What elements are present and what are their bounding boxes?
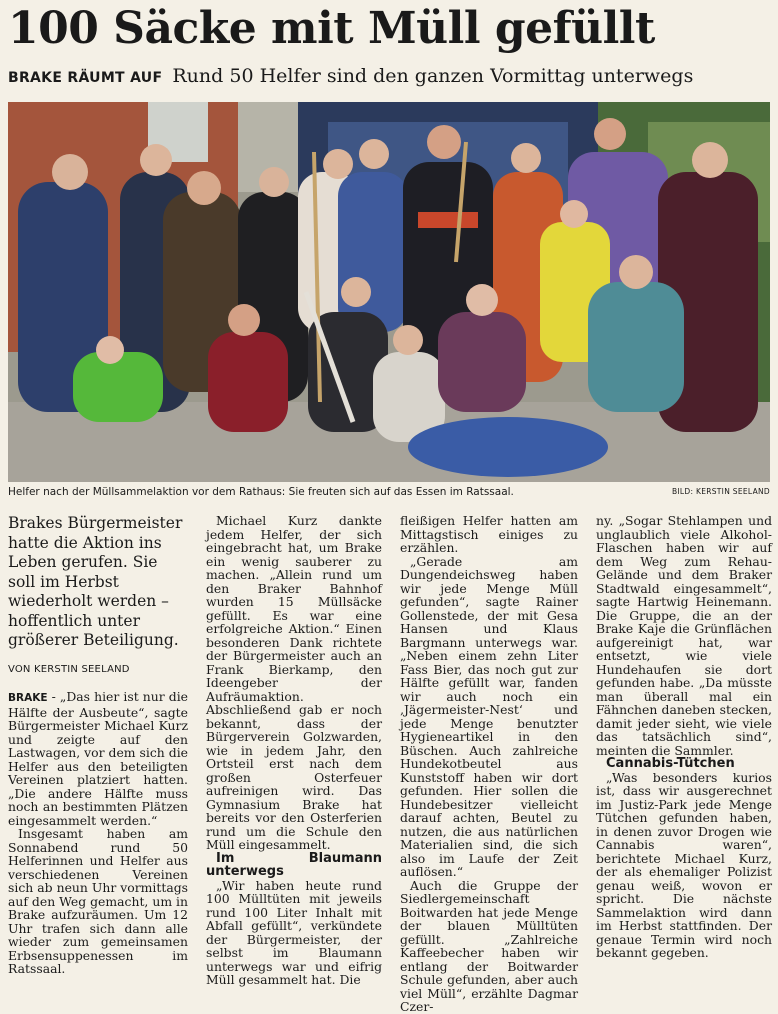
kicker: BRAKE RÄUMT AUF (8, 70, 163, 86)
paragraph: „Wir haben heute rund 100 Mülltüten mit jeweils rund 100 Liter Inhalt mit Abfall gefüllt“, verkündete der Bürgermeister, der selbst im Blaumann unterwegs war und eifrig Müll gesammelt hat. Die (206, 877, 382, 987)
headline: 100 Säcke mit Müll gefüllt (8, 3, 655, 54)
group-photo (8, 102, 770, 482)
paragraph (8, 690, 188, 827)
article-lead: Brakes Bürgermeister hatte die Aktion ins Leben gerufen. Sie soll im Herbst wiederholt werden – hoffentlich unter größerer Beteiligung. (8, 514, 183, 649)
paragraph: fleißigen Helfer hatten am Mittagstisch einiges zu erzählen. (400, 513, 578, 555)
paragraph: „Gerade am Dungendeichsweg haben wir jede Menge Müll gefunden“, sagte Rainer Gollenstede, der mit Gesa Hansen und Klaus Bargmann unterwegs war. „Neben einem zehn Liter Fass Bier, das noch gut zur Hälfte gefüllt war, fanden wir auch noch ein ‚Jägermeister-Nest‘ und jede Menge benutzter Hygieneartikel in den Büschen. Auch zahlreiche Hundekotbeutel aus Kunststoff haben wir dort gefunden. Hier sollen die Hundebesitzer vielleicht darauf achten, Beutel zu nutzen, die aus natürlichen Materialien sind, die sich also im Laufe der Zeit auflösen.“ (400, 553, 578, 879)
subheadline: Rund 50 Helfer sind den ganzen Vormittag unterwegs (172, 65, 694, 87)
group-photo-illustration (8, 102, 770, 482)
subheadline-row (8, 64, 778, 90)
photo-caption (8, 486, 770, 502)
paragraph: Insgesamt haben am Sonnabend rund 50 Helferinnen und Helfer aus verschiedenen Vereinen sich ab neun Uhr vormittags auf den Weg gemacht, um in Brake aufzuräumen. Um 12 Uhr trafen sich dann alle wieder zum gemeinsamen Erbsensuppenessen im Ratssaal. (8, 826, 188, 976)
subheading: Cannabis-Tütchen (606, 756, 735, 771)
paragraph: Michael Kurz dankte jedem Helfer, der sich eingebracht hat, um Brake ein wenig sauberer zu machen. „Allein rund um den Braker Bahnhof wurden 15 Müllsäcke gefüllt. Es war eine erfolgreiche Aktion.“ Einen besonderen Dank richtete der Bürgermeister auch an Frank Bierkamp, den Ideengeber der Aufräumaktion. Abschließend gab er noch bekannt, dass der Bürgerverein Golzwarden, wie in jedem Jahr, den Ortsteil erst nach dem großen Osterfeuer aufreinigen wird. Das Gymnasium Brake hat bereits vor den Osterferien rund um die Schule den Müll eingesammelt. (206, 513, 382, 852)
byline: VON KERSTIN SEELAND (8, 663, 130, 675)
dateline: BRAKE (8, 692, 48, 704)
article-column-4 (596, 514, 772, 960)
caption-text: Helfer nach der Müllsammelaktion vor dem Rathaus: Sie freuten sich auf das Essen im Ratssaal. (8, 486, 514, 498)
paragraph: Auch die Gruppe der Siedlergemeinschaft Boitwarden hat jede Menge der blauen Mülltüten gefüllt. „Zahlreiche Kaffeebecher haben wir entlang der Boitwarder Schule gefunden, aber auch viel Müll“, erzählte Dagmar Czer- (400, 877, 578, 1014)
paragraph-text: - „Das hier ist nur die Hälfte der Ausbeute“, sagte Bürgermeister Michael Kurz und zeigte auf den Lastwagen, vor dem sich die Helfer aus den beteiligten Vereinen platziert hatten. „Die andere Hälfte muss noch an bestimmten Plätzen eingesammelt werden.“ (8, 689, 188, 828)
paragraph: ny. „Sogar Stehlampen und unglaublich viele Alkohol-Flaschen haben wir auf dem Weg zum Rehau-Gelände und dem Braker Stadtwald eingesammelt“, sagte Hartwig Heinemann. Die Gruppe, die an der Brake Kaje die Grünflächen aufgereinigt hat, war entsetzt, wie viele Hundehaufen sie dort gefunden habe. „Da müsste man überall mal ein Fähnchen daneben stecken, damit jeder sieht, wie viele das tatsächlich sind“, meinten die Sammler. (596, 513, 772, 758)
article-column-2 (206, 514, 382, 987)
paragraph: „Was besonders kurios ist, dass wir ausgerechnet im Justiz-Park jede Menge Tütchen gefunden haben, in denen zuvor Drogen wie Cannabis waren“, berichtete Michael Kurz, der als ehemaliger Polizist genau weiß, wovon er spricht. Die nächste Sammelaktion wird dann im Herbst stattfinden. Der genaue Termin wird noch bekannt gegeben. (596, 769, 772, 960)
subheading: Im Blaumann unterwegs (206, 850, 382, 879)
article-column-1 (8, 514, 188, 976)
article-column-3 (400, 514, 578, 1014)
photo-credit: BILD: KERSTIN SEELAND (671, 487, 770, 496)
